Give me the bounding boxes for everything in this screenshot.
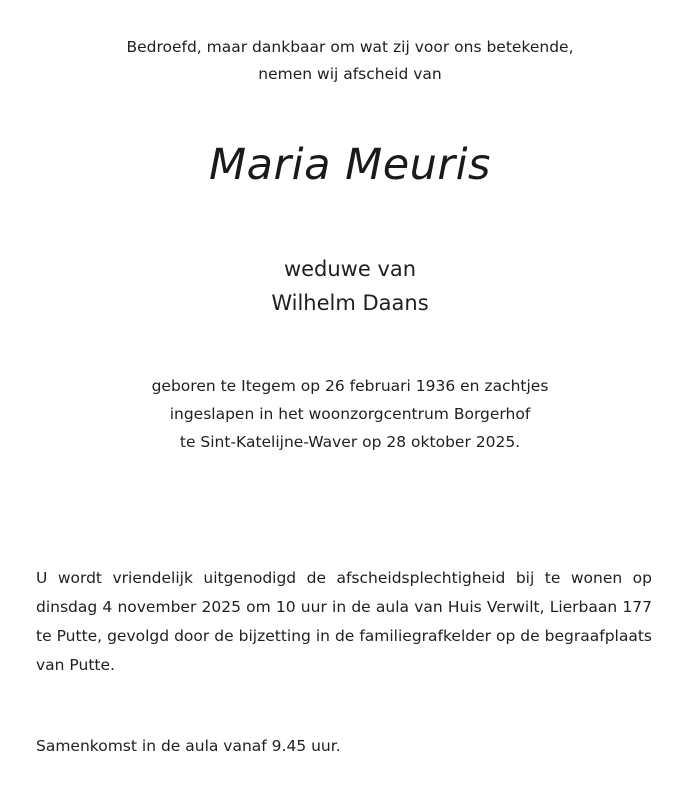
- birth-line: te Sint-Katelijne-Waver op 28 oktober 2025.: [179, 433, 521, 451]
- spouse-relation: weduwe van: [283, 257, 417, 281]
- invitation-paragraph: U wordt vriendelijk uitgenodigd de afscheidsplechtigheid bij te wonen op dinsdag 4 november 2025 om 10 uur in de aula van Huis Verwilt, Lierbaan 177 te Putte, gevolgd door de bijzetting in de familiegrafkelder op de begraafplaats van Putte.: [36, 569, 652, 674]
- spouse-name: Wilhelm Daans: [271, 291, 429, 315]
- intro-line: nemen wij afscheid van: [258, 65, 442, 83]
- intro-text: [0, 34, 700, 88]
- spouse-text: [0, 252, 700, 320]
- birth-death-text: [0, 372, 700, 456]
- birth-line: ingeslapen in het woonzorgcentrum Borgerhof: [169, 405, 531, 423]
- gathering-note: Samenkomst in de aula vanaf 9.45 uur.: [36, 737, 341, 755]
- intro-line: Bedroefd, maar dankbaar om wat zij voor ons betekende,: [126, 38, 574, 56]
- birth-line: geboren te Itegem op 26 februari 1936 en zachtjes: [151, 377, 549, 395]
- deceased-name: Maria Meuris: [209, 140, 491, 190]
